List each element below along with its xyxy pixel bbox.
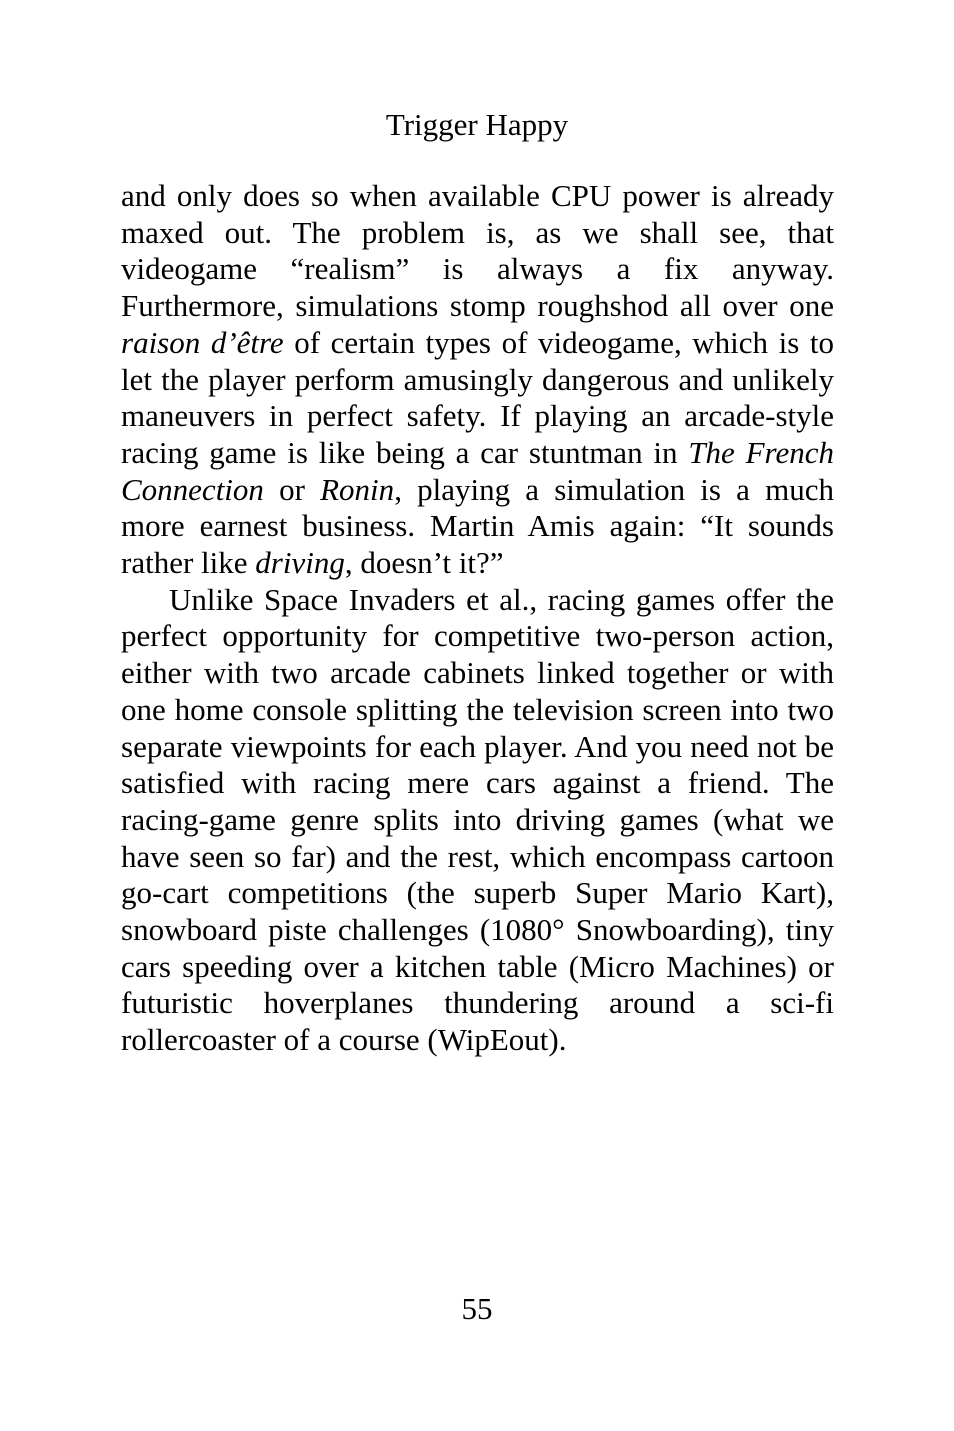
paragraph-1-text-5: , doesn’t it?” — [344, 545, 504, 581]
paragraph-1-text-3: or — [263, 471, 321, 507]
paragraph-1-text-2: of certain types of videogame, which is to let the player perform amusingly dangerous and unlikely maneuvers in perfect safety. If playing an arcade-style racing game is like being a car stuntman in — [121, 324, 834, 470]
page-number: 55 — [461, 1291, 493, 1326]
italic-title-ronin: Ronin — [320, 471, 395, 507]
paragraph-2: Unlike Space Invaders et al., racing games offer the perfect opportunity for competitive two-person action, either with two arcade cabinets linked together or with one home console splitting the television screen into two separate viewpoints for each player. And you need not be satisfied with racing mere cars against a friend. The racing-game genre splits into driving games (what we have seen so far) and the rest, which encompass cartoon go-cart competitions (the superb Super Mario Kart), snowboard piste challenges (1080° Snowboarding), tiny cars speeding over a kitchen table (Micro Machines) or futuristic hoverplanes thundering around a sci-fi rollercoaster of a course (WipEout). — [121, 581, 834, 1058]
paragraph-1-text-4: , playing a simulation is a much more earnest business. Martin Amis again: “It sounds rather like — [121, 471, 834, 581]
paragraph-1-text-1: and only does so when available CPU power is already maxed out. The problem is, as we shall see, that videogame “realism” is always a fix anyway. Furthermore, simulations stomp roughshod all over one — [121, 178, 834, 324]
paragraph-1 — [121, 178, 834, 582]
italic-phrase-raison-detre: raison d’être — [121, 324, 284, 360]
italic-title-french-connection: The French Connection — [121, 434, 834, 507]
body-text — [121, 178, 834, 1059]
running-title: Trigger Happy — [385, 107, 569, 142]
italic-word-driving: driving — [255, 545, 345, 581]
